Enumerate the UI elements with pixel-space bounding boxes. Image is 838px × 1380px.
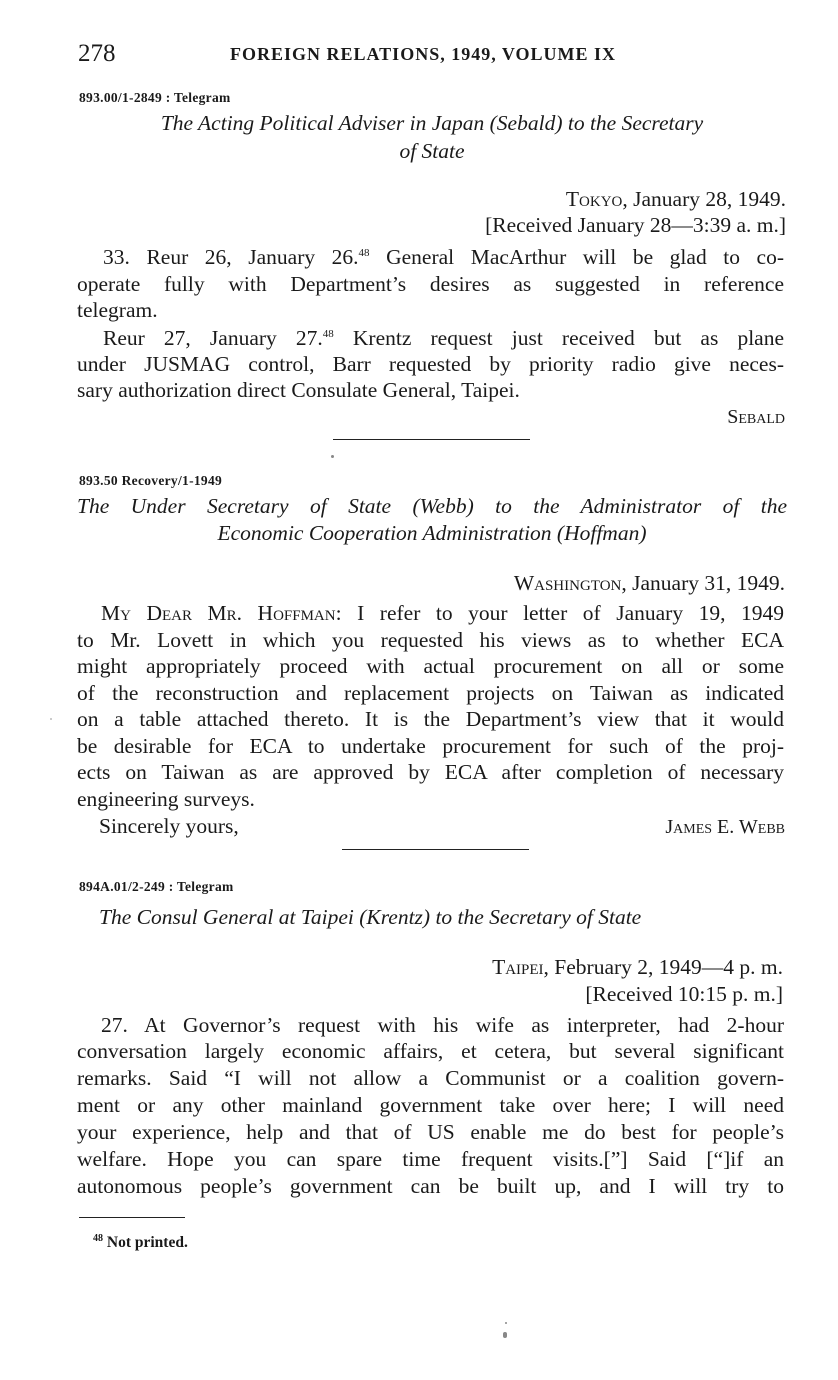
doc1-para2-line1-a: Reur 27, January 27.	[103, 326, 323, 350]
footnote-ref: 48	[358, 246, 370, 259]
print-speck	[503, 1332, 507, 1338]
doc2-salutation: My Dear Mr. Hoffman:	[101, 601, 342, 625]
doc3-line1: 27. At Governor’s request with his wife as interpreter, had 2-hour	[101, 1013, 784, 1037]
doc3-place: Taipei	[492, 955, 544, 979]
doc2-caption-line2: Economic Cooperation Administration (Hoffman)	[217, 521, 647, 545]
footnote-number: 48	[93, 1232, 103, 1244]
doc2-caption-line1: The Under Secretary of State (Webb) to the Administrator of the	[77, 494, 787, 518]
doc1-caption-line1: The Acting Political Adviser in Japan (Sebald) to the Secretary	[160, 111, 704, 135]
doc1-para2-line3: sary authorization direct Consulate General, Taipei.	[77, 378, 520, 402]
doc3-date: , February 2, 1949—4 p. m.	[543, 955, 783, 979]
doc3-line6: welfare. Hope you can spare time frequent visits.[”] Said [“]if an	[77, 1147, 784, 1171]
doc2-line4: of the reconstruction and replacement projects on Taiwan as indicated	[77, 681, 784, 705]
doc3-line5: your experience, help and that of US enable me do best for people’s	[77, 1120, 784, 1144]
doc2-file-id: 893.50 Recovery/1-1949	[79, 473, 223, 488]
footnote-ref: 48	[322, 327, 334, 340]
doc1-para1-line2: operate fully with Department’s desires as suggested in reference	[77, 272, 784, 296]
doc1-para1-line3: telegram.	[77, 298, 158, 322]
doc1-para1-line1-start: 33. Reur 26, January 26.	[103, 245, 359, 269]
doc1-caption-line2: of State	[399, 139, 465, 163]
doc1-place: Tokyo	[565, 187, 623, 211]
doc3-line2: conversation largely economic affairs, et cetera, but several significant	[77, 1039, 784, 1063]
doc2-closing: Sincerely yours,	[99, 814, 239, 838]
doc3-line7: autonomous people’s government can be built up, and I will try to	[77, 1174, 784, 1198]
doc1-para2-line2: under JUSMAG control, Barr requested by priority radio give neces-	[77, 352, 784, 376]
footnote-text: Not printed.	[103, 1234, 188, 1251]
doc3-line4: ment or any other mainland government take over here; I will need	[77, 1093, 784, 1117]
doc1-dateline	[566, 187, 786, 212]
doc2-line6: be desirable for ECA to undertake procurement for such of the proj-	[77, 734, 784, 758]
doc3-line3: remarks. Said “I will not allow a Communist or a coalition govern-	[77, 1066, 784, 1090]
doc1-para1-line1-rest: General MacArthur will be glad to co-	[369, 245, 784, 269]
doc2-dateline	[514, 571, 785, 596]
print-speck	[331, 455, 334, 458]
doc1-para2-line1	[77, 326, 784, 351]
doc3-dateline	[492, 955, 783, 980]
doc2-line1-rest: I refer to your letter of January 19, 1949	[341, 601, 784, 625]
running-title: FOREIGN RELATIONS, 1949, VOLUME IX	[230, 44, 617, 64]
doc3-caption: The Consul General at Taipei (Krentz) to the Secretary of State	[99, 905, 642, 929]
doc2-date: , January 31, 1949.	[621, 571, 785, 595]
print-speck	[505, 1322, 507, 1324]
doc1-para1-line1	[77, 245, 784, 270]
doc3-received: [Received 10:15 p. m.]	[585, 982, 783, 1006]
doc1-signature: Sebald	[727, 406, 785, 428]
doc1-received: [Received January 28—3:39 a. m.]	[485, 213, 786, 237]
doc1-file-id: 893.00/1-2849 : Telegram	[79, 90, 231, 105]
doc1-date: , January 28, 1949.	[622, 187, 786, 211]
doc2-signature: James E. Webb	[665, 816, 785, 838]
doc2-place: Washington	[513, 571, 622, 595]
doc2-line5: on a table attached thereto. It is the Department’s view that it would	[77, 707, 784, 731]
doc2-line8: engineering surveys.	[77, 787, 255, 811]
section-divider	[342, 849, 529, 850]
doc2-line1	[77, 601, 784, 626]
page-number: 278	[78, 40, 116, 67]
doc2-line2: to Mr. Lovett in which you requested his views as to whether ECA	[77, 628, 784, 652]
doc2-line3: might appropriately proceed with actual procurement on all or some	[77, 654, 784, 678]
doc3-file-id: 894A.01/2-249 : Telegram	[79, 879, 234, 894]
footnote-rule	[79, 1217, 185, 1218]
section-divider	[333, 439, 530, 440]
footnote	[93, 1234, 188, 1252]
print-speck	[50, 718, 52, 720]
doc1-para2-line1-b: Krentz request just received but as plane	[333, 326, 785, 350]
doc2-line7: ects on Taiwan as are approved by ECA after completion of necessary	[77, 760, 784, 784]
